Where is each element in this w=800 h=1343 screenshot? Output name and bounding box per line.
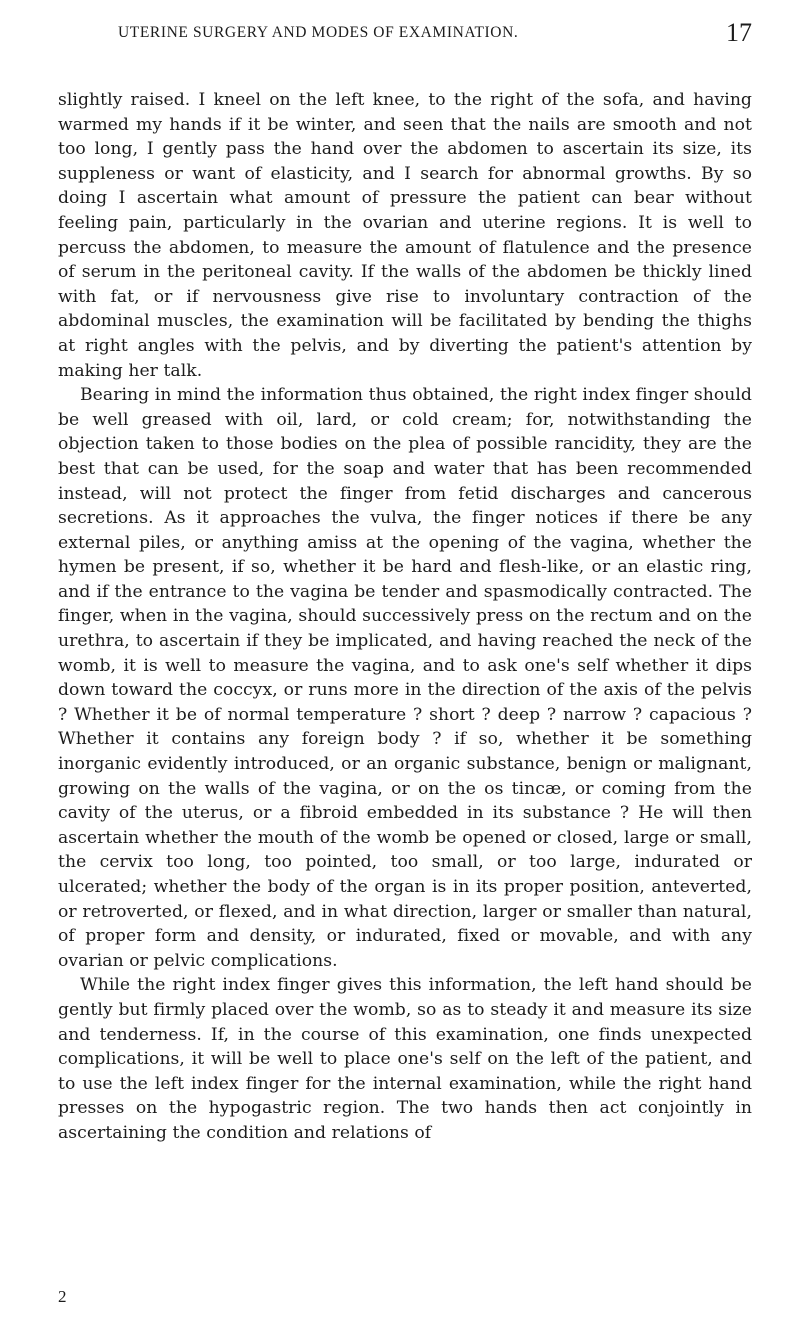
running-head <box>58 20 752 58</box>
page-number: 17 <box>726 18 752 47</box>
running-title: UTERINE SURGERY AND MODES OF EXAMINATION. <box>118 24 519 41</box>
paragraph-continuation: slightly raised. I kneel on the left knee, to the right of the sofa, and having warmed my hands if it be winter, and seen that the nails are smooth and not too long, I gently pass the hand over the abdomen to ascertain its size, its suppleness or want of elasticity, and I search for abnormal growths. By so doing I ascertain what amount of pressure the patient can bear without feeling pain, particularly in the ovarian and uterine regions. It is well to percuss the abdomen, to measure the amount of flatulence and the presence of serum in the peritoneal cavity. If the walls of the abdomen be thickly lined with fat, or if nervousness give rise to involuntary contraction of the abdominal muscles, the examination will be facilitated by bending the thighs at right angles with the pelvis, and by diverting the patient's attention by making her talk. <box>58 90 752 381</box>
paragraph-finger-examination: Bearing in mind the information thus obtained, the right index finger should be well greased with oil, lard, or cold cream; for, notwithstanding the objection taken to those bodies on the plea of possible rancidity, they are the best that can be used, for the soap and water that has been recommended instead, will not protect the finger from fetid discharges and cancerous secretions. As it approaches the vulva, the finger notices if there be any external piles, or anything amiss at the opening of the vagina, whether the hymen be present, if so, whether it be hard and flesh-like, or an elastic ring, and if the entrance to the vagina be tender and spasmodically contracted. The finger, when in the vagina, should successively press on the rectum and on the urethra, to ascertain if they be implicated, and having reached the neck of the womb, it is well to measure the vagina, and to ask one's self whether it dips down toward the coccyx, or runs more in the direction of the axis of the pelvis ? Whether it be of normal temperature ? short ? deep ? narrow ? capacious ? Whether it contains any foreign body ? if so, whether it be something inorganic evidently introduced, or an organic substance, benign or malignant, growing on the walls of the vagina, or on the os tincæ, or coming from the cavity of the uterus, or a fibroid embedded in its substance ? He will then ascertain whether the mouth of the womb be opened or closed, large or small, the cervix too long, too pointed, too small, or too large, indurated or ulcerated; whether the body of the organ is in its proper position, anteverted, or retroverted, or flexed, and in what direction, larger or smaller than natural, of proper form and density, or indurated, fixed or movable, and with any ovarian or pelvic complications. <box>58 385 752 971</box>
signature-mark: 2 <box>58 1287 67 1306</box>
body-text <box>58 88 752 1146</box>
paragraph-bimanual-examination: While the right index finger gives this information, the left hand should be gently but firmly placed over the womb, so as to steady it and measure its size and tenderness. If, in the course of this examination, one finds unexpected complications, it will be well to place one's self on the left of the patient, and to use the left index finger for the internal examination, while the right hand presses on the hypogastric region. The two hands then act conjointly in ascertaining the condition and relations of <box>58 975 752 1143</box>
